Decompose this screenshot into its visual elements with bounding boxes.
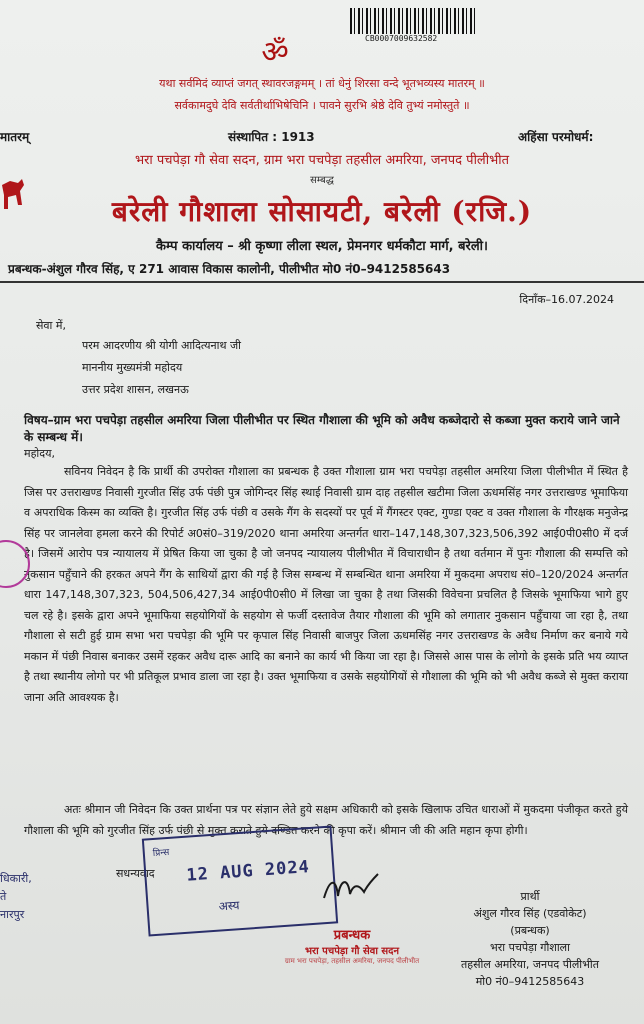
- right-motto: अहिंसा परमोधर्म:: [518, 130, 594, 144]
- recipient-line-2: माननीय मुख्यमंत्री महोदय: [82, 361, 183, 374]
- seal-line-1: भरा पचपेड़ा गौ सेवा सदन: [304, 946, 400, 957]
- sambaddh-label: सम्बद्ध: [310, 175, 334, 186]
- recipient-line-3: उत्तर प्रदेश शासन, लखनऊ: [82, 383, 189, 396]
- recipient-line-1: परम आदरणीय श्री योगी आदित्यनाथ जी: [82, 339, 241, 352]
- manager-line: प्रबन्धक-अंशुल गौरव सिंह, ए 271 आवास विकास कालोनी, पीलीभीत मो0 नं0–9412585643: [0, 260, 644, 283]
- left-margin-line-2: ते: [0, 890, 7, 903]
- regards: सधन्यवाद: [116, 867, 155, 880]
- salutation: महोदय,: [24, 447, 55, 460]
- seal-line-2: ग्राम भरा पचपेड़ा, तहसील अमरिया, जनपद पीलीभीत: [284, 957, 420, 965]
- sadan-line: भरा पचपेड़ा गौ सेवा सदन, ग्राम भरा पचपेड़ा तहसील अमरिया, जनपद पीलीभीत: [134, 153, 510, 168]
- left-fragment: मातरम्: [0, 130, 30, 144]
- sig-mobile: मो0 नं0–9412585643: [475, 975, 585, 988]
- signature-block: [420, 888, 640, 990]
- camp-office: कैम्प कार्यालय – श्री कृष्णा लीला स्थल, प्रेमनगर धर्मकौटा मार्ग, बरेली।: [156, 239, 488, 254]
- sig-name: अंशुल गौरव सिंह (एडवोकेट): [473, 907, 587, 920]
- closing-paragraph: अतः श्रीमान जी निवेदन कि उक्त प्रार्थना पत्र पर संज्ञान लेते हुये सक्षम अधिकारी को इसके खिलाफ उचित धाराओं में मुकदमा पंजीकृत करते हुये गौशाला की भूमि को गुरजीत सिंह उर्फ पंछी से मुक्त कराते हुये दण्डित करने की कृपा करें। श्रीमान जी की अति महान कृपा होगी।: [24, 803, 628, 837]
- verse-line-1: यथा सर्वमिदं व्याप्तं जगत् स्थावरजङ्गमम् । तां धेनुं शिरसा वन्दे भूतभव्यस्य मातरम् ॥: [159, 77, 485, 90]
- letter-body: [24, 462, 628, 708]
- society-name: बरेली गौशाला सोसायटी, बरेली (रजि.): [111, 195, 533, 228]
- received-stamp: [142, 825, 338, 936]
- to-label: सेवा में,: [36, 319, 66, 332]
- sig-label: प्रार्थी: [520, 890, 540, 903]
- seal-title: प्रबन्धक: [333, 928, 371, 943]
- left-margin-line-1: धिकारी,: [0, 872, 32, 885]
- left-margin-line-3: नारपुर: [0, 908, 25, 921]
- established-year: संस्थापित : 1913: [228, 130, 315, 144]
- manager-seal: [282, 925, 422, 966]
- body-paragraph: सविनय निवेदन है कि प्रार्थी की उपरोक्त गौशाला का प्रबन्धक है उक्त गौशाला ग्राम भरा पचपेड़ा तहसील अमरिया जिला पीलीभीत में स्थित है जिस पर उत्तराखण्ड निवासी गुरजीत सिंह उर्फ पंछी पुत्र जोगिन्दर सिंह स्थाई निवासी ग्राम दाह तहसील खटीमा जिला ऊधमसिंह नगर उत्तराखण्ड भूमाफिया व अपराधिक किस्म का व्यक्ति है। गुरजीत सिंह उर्फ पंछी व उसके गैंग के सदस्यों पर पूर्व में गैंगस्टर एक्ट, गुण्डा एक्ट व उक्त गौशाला के गौरक्षक मनुजेन्द्र सिंह पर जानलेवा हमला करने की रिपोर्ट अ0सं0–319/2020 थाना अमरिया अन्तर्गत धारा–147,148,307,323,506,392 आई0पी0सी0 में दर्ज है। जिसमें आरोप पत्र न्यायालय में प्रेषित किया जा चुका है जो जनपद न्यायालय पीलीभीत में विचाराधीन है तथा वर्तमान में पुनः गौशाला की सम्पत्ति को नुकसान पहुँचाने की हरकत अपने गैंग के साथियों द्वारा की गई है जिस सम्बन्ध में सम्बन्धित थाना अमरिया में मुकदमा अपराध सं0–120/2024 अन्तर्गत धारा 147,148,307,323, 504,506,427,34 आई0पी0सी0 में लिखा जा चुका है तथा जिसकी विवेचना प्रचलित है जिसके भूमाफिया भागे हुए चल रहे है। इसके द्वारा अपने भूमाफिया सहयोगियों के सहयोग से फर्जी दस्तावेज तैयार गौशाला की भूमि को लगातार नुकसान पहुँचाया जा रहा है, तथा गौशाला से सटी हुई ग्राम सभा भरा पचपेड़ा की भूमि पर कृपाल सिंह निवासी बाजपुर जिला ऊधमसिंह नगर उत्तराखण्ड के अवैध निर्माण कर बनाये गये मकान में पंछी निवास बनाकर उसमें रहकर अवैध दारू आदि का बनाने का कार्य भी किया जा रहा है। जिससे आस पास के लोगो के इसके प्रति भय व्याप्त है तथा स्थानीय लोगो पर भी प्रतिकूल प्रभाव डाला जा रहा है। उक्त भूमाफिया व उसके सहयोगियों से गौशाला की भूमि को भी अवैध कब्जे से मुक्त कराया जाना अति आवश्यक है।: [24, 465, 628, 704]
- barcode: [350, 8, 475, 34]
- stamp-top-text: प्रिन्स: [152, 847, 170, 859]
- stamp-sign-text: अस्य: [218, 898, 240, 914]
- sig-address: तहसील अमरिया, जनपद पीलीभीत: [460, 958, 599, 971]
- letter-subject: विषय–ग्राम भरा पचपेड़ा तहसील अमरिया जिला पीलीभीत पर स्थित गौशाला की भूमि को अवैध कब्जेदारो से कब्जा मुक्त कराये जाने जाने के सम्बन्ध में।: [24, 413, 620, 444]
- stamp-date: 12 AUG 2024: [185, 857, 311, 886]
- om-symbol: ॐ: [261, 35, 289, 70]
- sig-role: (प्रबन्धक): [510, 924, 550, 937]
- letter-date: दिनाँक–16.07.2024: [519, 293, 614, 306]
- left-margin-note: [0, 870, 80, 924]
- verse-line-2: सर्वकामदुघे देवि सर्वतीर्थाभिषेचिनि । पावने सुरभि श्रेष्ठे देवि तुभ्यं नमोस्तुते ॥: [174, 99, 470, 112]
- sig-org: भरा पचपेड़ा गौशाला: [490, 941, 570, 954]
- barcode-number: CB0007009632582: [365, 34, 438, 43]
- signature-scribble: [320, 868, 380, 908]
